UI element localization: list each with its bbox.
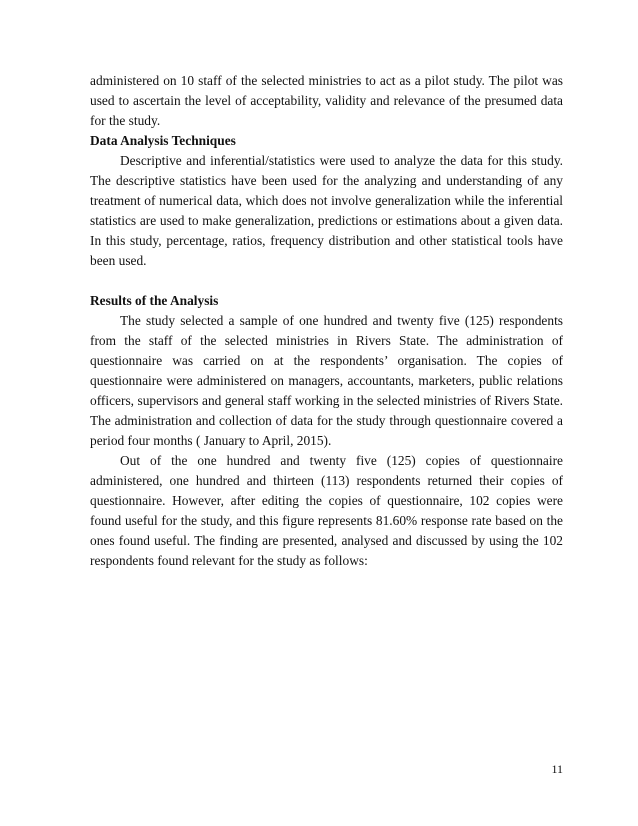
results-paragraph-2: Out of the one hundred and twenty five (125) copies of questionnaire administered, one hundred and thirteen (113) respondents returned their copies of questionnaire. However, after editing the copies of questionnaire, 102 copies were found useful for the study, and this figure represents 81.60% response rate based on the ones found useful. The finding are presented, analysed and discussed by using the 102 respondents found relevant for the study as follows:: [90, 453, 563, 568]
intro-paragraph: administered on 10 staff of the selected ministries to act as a pilot study. The pilot was used to ascertain the level of acceptability, validity and relevance of the presumed data for the study.: [90, 73, 563, 128]
document-body: [90, 71, 563, 571]
section-heading-results: Results of the Analysis: [90, 293, 219, 308]
page-number: 11: [551, 762, 563, 776]
data-analysis-paragraph: Descriptive and inferential/statistics were used to analyze the data for this study. The descriptive statistics have been used for the analyzing and understanding of any treatment of numerical data, which does not involve generalization while the inferential statistics are used to make generalization, predictions or estimations about a given data. In this study, percentage, ratios, frequency distribution and other statistical tools have been used.: [90, 153, 563, 268]
results-paragraph-1: The study selected a sample of one hundred and twenty five (125) respondents from the staff of the selected ministries in Rivers State. The administration of questionnaire was carried on at the respondents’ organisation. The copies of questionnaire were administered on managers, accountants, marketers, public relations officers, supervisors and general staff working in the selected ministries of Rivers State. The administration and collection of data for the study through questionnaire covered a period four months ( January to April, 2015).: [90, 313, 563, 448]
section-spacer: [90, 271, 563, 291]
section-heading-data-analysis: Data Analysis Techniques: [90, 133, 236, 148]
